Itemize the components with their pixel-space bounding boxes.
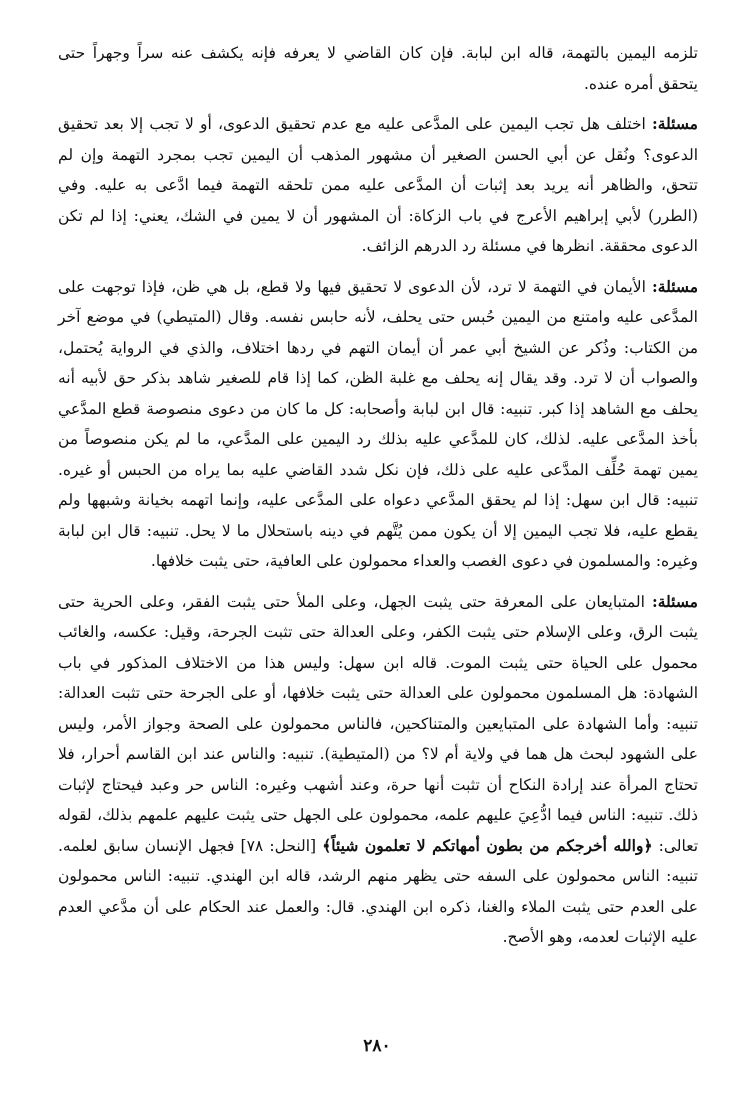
- paragraph-continuation: [58, 38, 698, 99]
- paragraph-text-before-quran: المتبايعان على المعرفة حتى يثبت الجهل، وعلى الملأ حتى يثبت الفقر، وعلى الحرية حتى يثبت الرق، وعلى الإسلام حتى يثبت الكفر، وعلى العدالة حتى تثبت الجرحة، وقيل: عكسه، والغائب محمول على الحياة حتى يثبت الموت. قاله ابن سهل: وليس هذا من الاختلاف المذكور في باب الشهادة: هل المسلمون محمولون على العدالة حتى يثبت خلافها، أو على الجرحة حتى تثبت العدالة: تنبيه: وأما الشهادة على المتبايعين والمتناكحين، فالناس محمولون على الصحة وجواز الأمر، وليس على الشهود لبحث هل هما في ولاية أم لا؟ من (المتيطية). تنبيه: والناس عند ابن القاسم أحرار، فلا تحتاج المرأة عند إرادة النكاح أن تثبت أنها حرة، وعند أشهب وغيره: الناس حر وعبد فيحتاج لإثبات ذلك. تنبيه: الناس فيما ادُّعِيَ عليهم علمه، محمولون على الجهل حتى يثبت عليهم علمهم بذلك، لقوله تعالى:: [58, 592, 699, 855]
- paragraph-text: الأيمان في التهمة لا ترد، لأن الدعوى لا تحقيق فيها ولا قطع، بل هي ظن، فإذا توجهت على المدَّعى عليه وامتنع من اليمين حُبس حتى يحلف، لأنه حابس نفسه. وقال (المتيطي) في موضع آخر من الكتاب: وذُكر عن الشيخ أبي عمر أن أيمان التهم في ردها اختلاف، والذي في الرواية يُحتمل، والصواب أن لا ترد. وقد يقال إنه يحلف مع غلبة الظن، كما إذا قام للصغير شاهد بذكر حق لأبيه أنه يحلف مع الشاهد إذا كبر. تنبيه: قال ابن لبابة وأصحابه: كل ما كان من دعوى منصوصة قطع المدَّعي بأخذ المدَّعى عليه. لذلك، كان للمدَّعي عليه بذلك رد اليمين على المدَّعي، ما لم يكن منصوصاً من يمين تهمة حُلِّف المدَّعى عليه على ذلك، فإن نكل شدد القاضي عليه بما يراه من الحبس أو غيره. تنبيه: قال ابن سهل: إذا لم يحقق المدَّعي دعواه على المدَّعى عليه، وإنما اتهمه بخيانة وشبهها ولم يقطع عليه، فلا تجب اليمين إلا أن يكون ممن يُتَّهم في دينه باستحلال ما لا يحل. تنبيه: قال ابن لبابة وغيره: والمسلمون في دعوى الغصب والعداء محمولون على العافية، حتى يثبت خلافها.: [58, 277, 698, 570]
- paragraph-text-after-quran: [النحل: ٧٨] فجهل الإنسان سابق لعلمه. تنبيه: الناس محمولون على السفه حتى يظهر منهم الرشد، قاله ابن الهندي. تنبيه: الناس محمولون على العدم حتى يثبت الملاء والغنا، ذكره ابن الهندي. قال: والعمل عند الحكام على أن مدَّعي العدم عليه الإثبات لعدمه، وهو الأصح.: [58, 836, 698, 946]
- paragraph-text: تلزمه اليمين بالتهمة، قاله ابن لبابة. فإن كان القاضي لا يعرفه فإنه يكشف عنه سراً وجهراً حتى يتحقق أمره عنده.: [58, 44, 698, 93]
- document-page: [58, 38, 698, 1058]
- paragraph-masala-oaths-in-accusation: [58, 272, 698, 577]
- masala-keyword: مسئلة:: [652, 276, 699, 296]
- paragraph-text: اختلف هل تجب اليمين على المدَّعى عليه مع عدم تحقيق الدعوى، أو لا تجب إلا بعد تحقيق الدعوى؟ ونُقل عن أبي الحسن الصغير أن مشهور المذهب أن اليمين تجب بمجرد التهمة وإن لم تتحق، والظاهر أنه يريد بعد إثبات أن المدَّعى عليه ممن تلحقه التهمة فيما ادَّعى به عليه. وفي (الطرر) لأبي إبراهيم الأعرج في باب الزكاة: أن المشهور أن لا يمين في الشك، يعني: إذا لم تكن الدعوى محققة. انظرها في مسئلة رد الدرهم الزائف.: [58, 115, 698, 255]
- paragraph-masala-presumptions: [58, 587, 698, 953]
- masala-keyword: مسئلة:: [652, 114, 698, 133]
- quran-quote: ﴿والله أخرجكم من بطون أمهاتكم لا تعلمون شيئاً﴾: [322, 835, 653, 855]
- paragraph-masala-oath-without-claim: [58, 109, 698, 262]
- page-number: ٢٨٠: [363, 1036, 391, 1056]
- masala-keyword: مسئلة:: [652, 591, 698, 611]
